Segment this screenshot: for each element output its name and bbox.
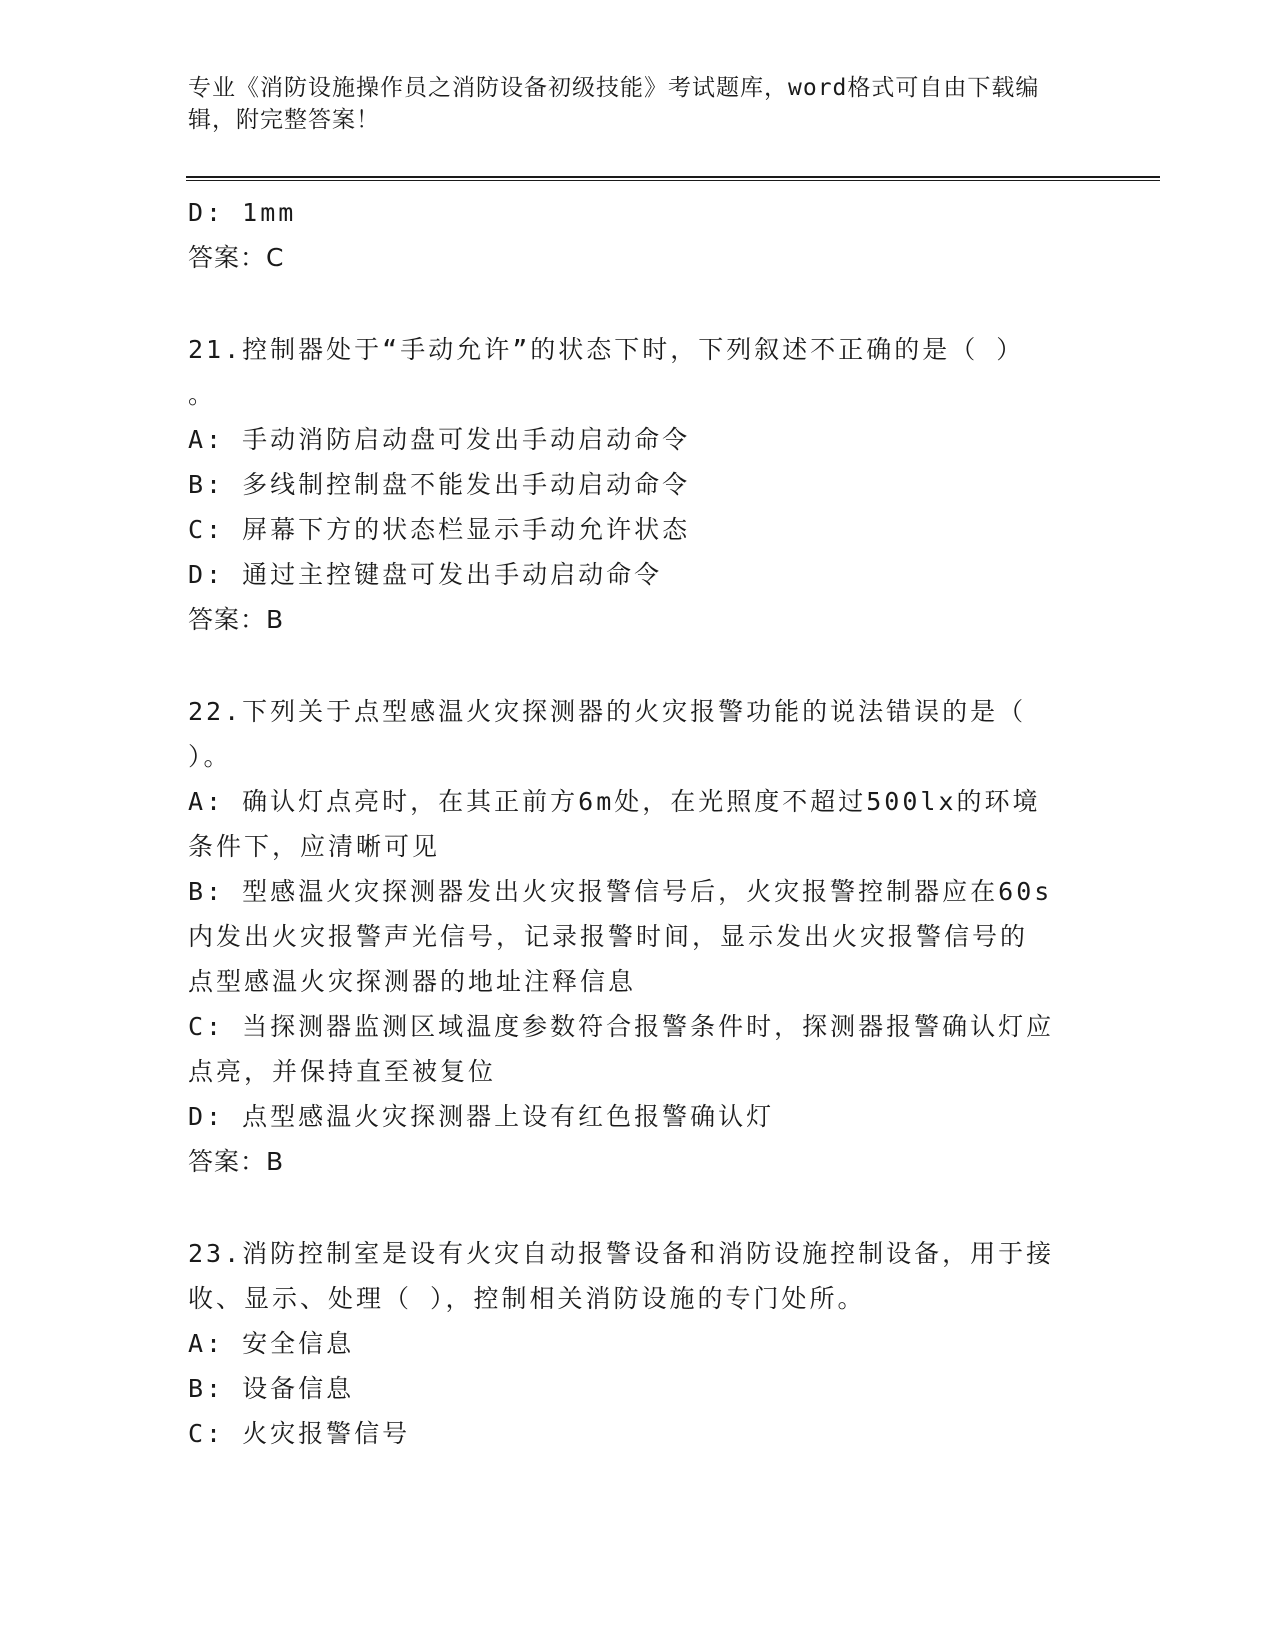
question-22-text: 22.下列关于点型感温火灾探测器的火灾报警功能的说法错误的是（ <box>188 697 1027 726</box>
question-22-answer: 答案：B <box>188 1147 285 1176</box>
document-content <box>188 190 1088 1456</box>
prev-option-d: D: 1mm <box>188 198 297 227</box>
question-22-option-b-cont2: 点型感温火灾探测器的地址注释信息 <box>188 967 637 996</box>
question-21-option-d: D: 通过主控键盘可发出手动启动命令 <box>188 560 663 589</box>
question-22 <box>188 689 1088 1184</box>
spacer <box>188 642 1088 689</box>
question-22-option-c-cont: 点亮，并保持直至被复位 <box>188 1057 497 1086</box>
question-22-option-b: B: 型感温火灾探测器发出火灾报警信号后，火灾报警控制器应在60s <box>188 877 1053 906</box>
question-21-option-b: B: 多线制控制盘不能发出手动启动命令 <box>188 470 691 499</box>
question-23-text: 23.消防控制室是设有火灾自动报警设备和消防设施控制设备，用于接 <box>188 1239 1055 1268</box>
question-23-option-b: B: 设备信息 <box>188 1374 355 1403</box>
question-23-option-c: C: 火灾报警信号 <box>188 1419 411 1448</box>
header-divider <box>186 176 1160 181</box>
header-line-1: 专业《消防设施操作员之消防设备初级技能》考试题库，word格式可自由下载编 <box>188 75 1040 101</box>
question-22-text-cont: ）。 <box>188 742 232 771</box>
question-21 <box>188 327 1088 642</box>
question-22-option-a-cont: 条件下，应清晰可见 <box>188 832 441 861</box>
spacer <box>188 280 1088 327</box>
question-23-option-a: A: 安全信息 <box>188 1329 355 1358</box>
question-21-answer: 答案：B <box>188 605 285 634</box>
document-header <box>188 72 1088 136</box>
question-21-option-c: C: 屏幕下方的状态栏显示手动允许状态 <box>188 515 691 544</box>
question-22-option-c: C: 当探测器监测区域温度参数符合报警条件时，探测器报警确认灯应 <box>188 1012 1055 1041</box>
question-21-option-a: A: 手动消防启动盘可发出手动启动命令 <box>188 425 691 454</box>
question-22-option-d: D: 点型感温火灾探测器上设有红色报警确认灯 <box>188 1102 775 1131</box>
prev-answer: 答案：C <box>188 243 285 272</box>
question-22-option-a: A: 确认灯点亮时，在其正前方6m处，在光照度不超过500lx的环境 <box>188 787 1041 816</box>
spacer <box>188 1184 1088 1231</box>
question-23-text-cont: 收、显示、处理（ ），控制相关消防设施的专门处所。 <box>188 1284 866 1313</box>
question-22-option-b-cont: 内发出火灾报警声光信号，记录报警时间，显示发出火灾报警信号的 <box>188 922 1029 951</box>
question-23 <box>188 1231 1088 1456</box>
question-21-text: 21.控制器处于“手动允许”的状态下时，下列叙述不正确的是（ ） <box>188 335 1025 364</box>
header-line-2: 辑，附完整答案！ <box>188 107 380 133</box>
question-21-text-cont: 。 <box>188 380 217 409</box>
